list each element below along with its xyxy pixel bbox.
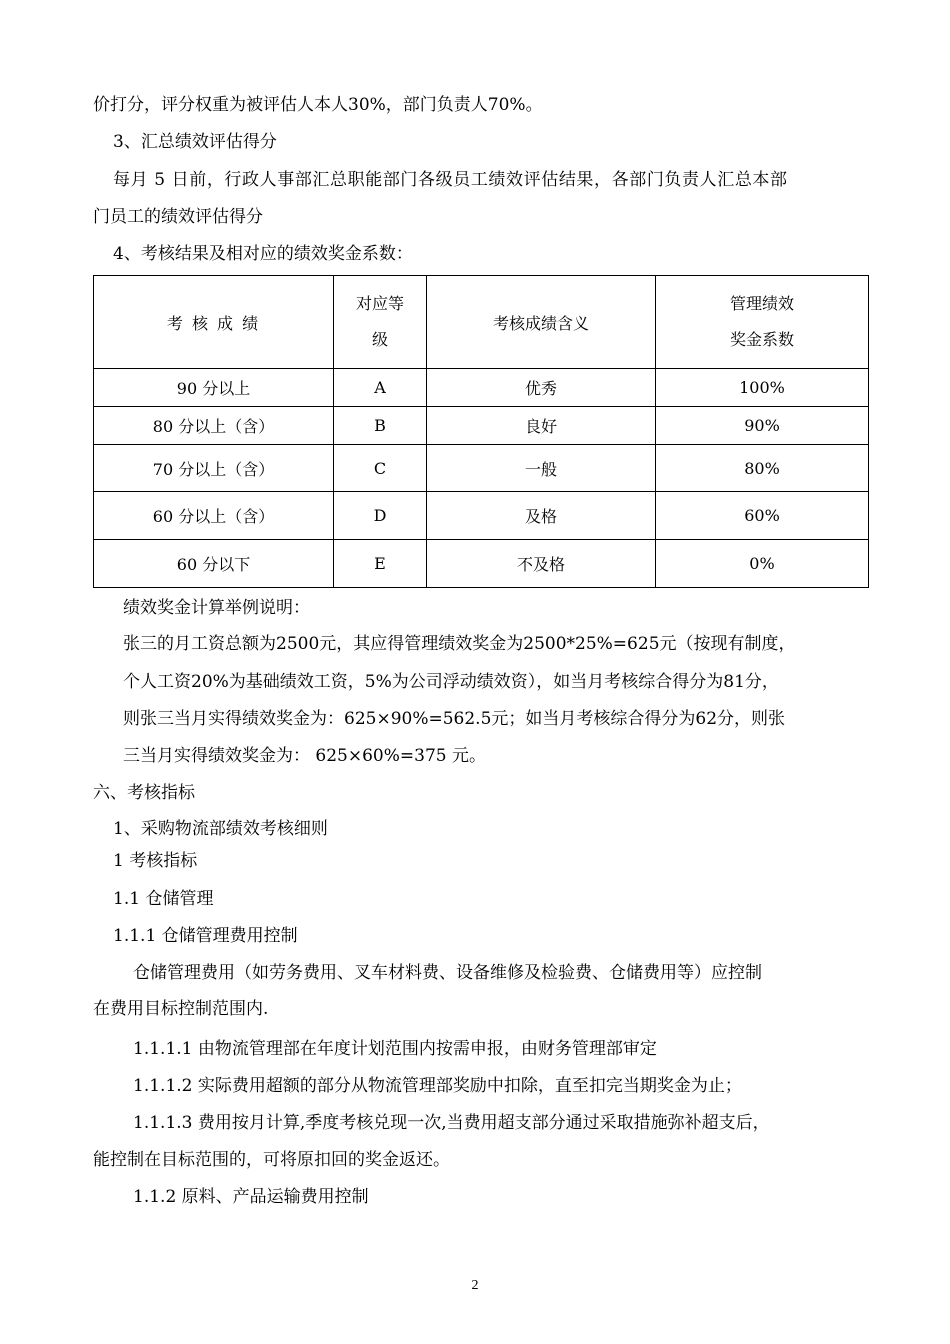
table-cell: E bbox=[334, 540, 427, 588]
paragraph-text: 1.1.1.1 由物流管理部在年度计划范围内按需申报，由财务管理部审定 bbox=[133, 1039, 657, 1059]
header-cell-grade bbox=[334, 276, 427, 369]
header-cell-score: 考 核 成 绩 bbox=[94, 276, 334, 369]
section-heading: 4、考核结果及相对应的绩效奖金系数： bbox=[113, 244, 413, 264]
table-cell: 60% bbox=[656, 492, 869, 540]
table-cell: 优秀 bbox=[427, 369, 656, 407]
paragraph-text: 1.1.1.3 费用按月计算,季度考核兑现一次,当费用超支部分通过采取措施弥补超支后， bbox=[133, 1113, 770, 1133]
header-cell-meaning: 考核成绩含义 bbox=[427, 276, 656, 369]
table-cell: 90% bbox=[656, 407, 869, 445]
subsection-heading: 1.1.1 仓储管理费用控制 bbox=[113, 926, 298, 946]
paragraph-text: 张三的月工资总额为2500元，其应得管理绩效奖金为2500*25%=625元（按现有制度， bbox=[123, 634, 796, 654]
paragraph-text: 能控制在目标范围的，可将原扣回的奖金返还。 bbox=[93, 1150, 450, 1170]
page-number: 2 bbox=[471, 1278, 479, 1293]
table-cell: C bbox=[334, 445, 427, 492]
paragraph-text: 个人工资20%为基础绩效工资，5%为公司浮动绩效资），如当月考核综合得分为81分， bbox=[123, 672, 779, 692]
table-cell: 60 分以上（含） bbox=[94, 492, 334, 540]
paragraph-text: 门员工的绩效评估得分 bbox=[93, 207, 263, 227]
section-heading: 六、考核指标 bbox=[93, 783, 195, 803]
table-header-row bbox=[94, 276, 869, 369]
paragraph-text: 价打分，评分权重为被评估人本人30%，部门负责人70%。 bbox=[93, 95, 543, 115]
paragraph-text: 三当月实得绩效奖金为： 625×60%=375 元。 bbox=[123, 746, 486, 766]
paragraph-text: 每月 5 日前，行政人事部汇总职能部门各级员工绩效评估结果，各部门负责人汇总本部 bbox=[113, 170, 788, 190]
paragraph-text: 则张三当月实得绩效奖金为：625×90%=562.5元；如当月考核综合得分为62分，则张 bbox=[123, 709, 786, 729]
table-row bbox=[94, 540, 869, 588]
table-cell: 60 分以下 bbox=[94, 540, 334, 588]
table-cell: 80 分以上（含） bbox=[94, 407, 334, 445]
table-cell: 70 分以上（含） bbox=[94, 445, 334, 492]
table-row bbox=[94, 407, 869, 445]
table-cell: 一般 bbox=[427, 445, 656, 492]
header-line: 奖金系数 bbox=[729, 330, 794, 349]
section-heading: 3、汇总绩效评估得分 bbox=[113, 132, 277, 152]
table-cell: 不及格 bbox=[427, 540, 656, 588]
subsection-heading: 1.1 仓储管理 bbox=[113, 889, 214, 909]
table-cell: 良好 bbox=[427, 407, 656, 445]
header-line: 级 bbox=[371, 330, 388, 349]
paragraph-text: 在费用目标控制范围内. bbox=[93, 999, 269, 1019]
paragraph-text: 1.1.1.2 实际费用超额的部分从物流管理部奖励中扣除，直至扣完当期奖金为止； bbox=[133, 1076, 742, 1096]
table-cell: 及格 bbox=[427, 492, 656, 540]
paragraph-text: 仓储管理费用（如劳务费用、叉车材料费、设备维修及检验费、仓储费用等）应控制 bbox=[133, 963, 762, 983]
table-row bbox=[94, 369, 869, 407]
table-cell: A bbox=[334, 369, 427, 407]
table-cell: D bbox=[334, 492, 427, 540]
header-line: 管理绩效 bbox=[729, 294, 794, 313]
table-row bbox=[94, 445, 869, 492]
table-cell: 0% bbox=[656, 540, 869, 588]
subsection-heading: 1、采购物流部绩效考核细则 bbox=[113, 819, 328, 839]
header-cell-coefficient bbox=[656, 276, 869, 369]
table-cell: 90 分以上 bbox=[94, 369, 334, 407]
table-cell: 80% bbox=[656, 445, 869, 492]
bonus-coefficient-table bbox=[93, 275, 869, 588]
subsection-heading: 1 考核指标 bbox=[113, 851, 198, 871]
header-line: 对应等 bbox=[355, 294, 404, 313]
subsection-heading: 1.1.2 原料、产品运输费用控制 bbox=[133, 1187, 369, 1207]
table-row bbox=[94, 492, 869, 540]
table-cell: B bbox=[334, 407, 427, 445]
paragraph-text: 绩效奖金计算举例说明： bbox=[123, 598, 310, 618]
table-cell: 100% bbox=[656, 369, 869, 407]
